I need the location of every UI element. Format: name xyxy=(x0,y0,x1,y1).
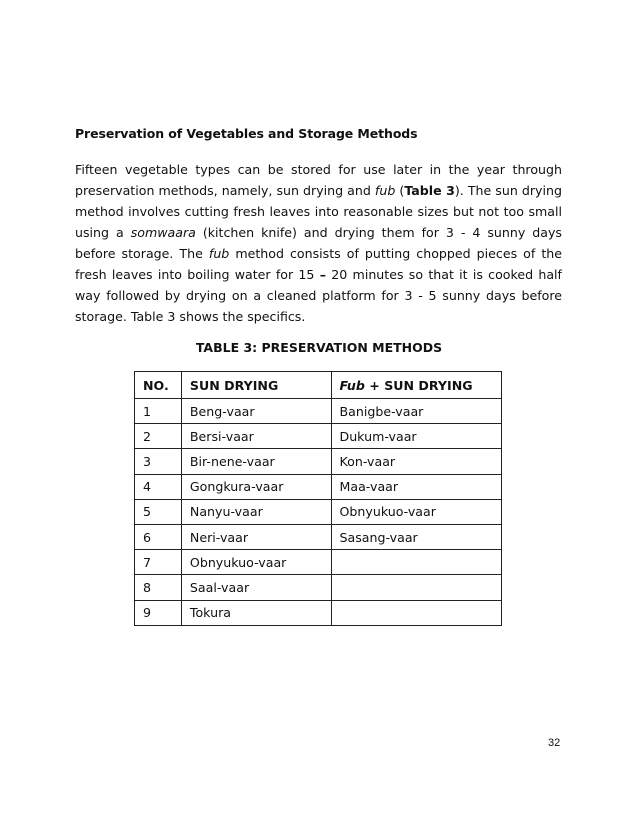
cell-no: 8 xyxy=(135,575,182,600)
cell-sun-drying: Obnyukuo-vaar xyxy=(181,550,331,575)
cell-no: 3 xyxy=(135,449,182,474)
cell-fub-sun-drying xyxy=(331,550,502,575)
paragraph-text: 20 minutes so that it is cooked half way followed by drying on a cleaned platform for 3 - 5 sunny days before storage. Table 3 shows the specifics. xyxy=(75,267,562,324)
cell-no: 5 xyxy=(135,499,182,524)
cell-fub-sun-drying: Kon-vaar xyxy=(331,449,502,474)
cell-fub-sun-drying: Banigbe-vaar xyxy=(331,399,502,424)
cell-no: 4 xyxy=(135,474,182,499)
cell-sun-drying: Tokura xyxy=(181,600,331,625)
table-row xyxy=(135,474,502,499)
cell-fub-sun-drying: Dukum-vaar xyxy=(331,424,502,449)
paragraph-text: ). The sun drying method involves cutting fresh leaves into reasonable sizes but not too small using a xyxy=(75,183,562,240)
cell-no: 1 xyxy=(135,399,182,424)
paragraph-text: method consists of putting chopped pieces of the fresh leaves into boiling water for 15 xyxy=(75,246,562,282)
cell-no: 6 xyxy=(135,524,182,549)
table-row xyxy=(135,424,502,449)
cell-fub-sun-drying: Maa-vaar xyxy=(331,474,502,499)
cell-sun-drying: Bersi-vaar xyxy=(181,424,331,449)
cell-no: 9 xyxy=(135,600,182,625)
cell-fub-sun-drying xyxy=(331,600,502,625)
page-number: 32 xyxy=(548,737,561,749)
preservation-methods-table xyxy=(134,371,502,626)
table-row xyxy=(135,600,502,625)
cell-sun-drying: Saal-vaar xyxy=(181,575,331,600)
cell-sun-drying: Bir-nene-vaar xyxy=(181,449,331,474)
cell-sun-drying: Neri-vaar xyxy=(181,524,331,549)
table-row xyxy=(135,575,502,600)
cell-sun-drying: Gongkura-vaar xyxy=(181,474,331,499)
header-fub-rest: + SUN DRYING xyxy=(364,377,473,393)
table-row xyxy=(135,399,502,424)
header-fub-italic: Fub xyxy=(339,377,365,393)
header-sun-drying: SUN DRYING xyxy=(181,372,331,399)
cell-sun-drying: Beng-vaar xyxy=(181,399,331,424)
cell-fub-sun-drying: Sasang-vaar xyxy=(331,524,502,549)
table-row xyxy=(135,524,502,549)
body-paragraph xyxy=(75,159,562,327)
paragraph-text: Fifteen vegetable types can be stored for use later in the year through preservation methods, namely, sun drying and xyxy=(75,162,562,198)
fub-term: fub xyxy=(208,246,230,261)
dash: – xyxy=(319,267,326,282)
paragraph-text: (kitchen knife) and drying them for 3 - 4 sunny days before storage. The xyxy=(75,225,562,261)
section-heading: Preservation of Vegetables and Storage Methods xyxy=(75,126,418,141)
cell-sun-drying: Nanyu-vaar xyxy=(181,499,331,524)
table-header-row xyxy=(135,372,502,399)
table-row xyxy=(135,550,502,575)
header-no: NO. xyxy=(135,372,182,399)
cell-no: 2 xyxy=(135,424,182,449)
cell-fub-sun-drying xyxy=(331,575,502,600)
table-reference: Table 3 xyxy=(404,183,455,198)
somwaara-term: somwaara xyxy=(130,225,196,240)
header-fub-sun-drying xyxy=(331,372,502,399)
cell-fub-sun-drying: Obnyukuo-vaar xyxy=(331,499,502,524)
table-title: TABLE 3: PRESERVATION METHODS xyxy=(195,340,443,355)
paragraph-text: ( xyxy=(395,183,405,198)
fub-term: fub xyxy=(374,183,396,198)
table-row xyxy=(135,499,502,524)
cell-no: 7 xyxy=(135,550,182,575)
table-row xyxy=(135,449,502,474)
